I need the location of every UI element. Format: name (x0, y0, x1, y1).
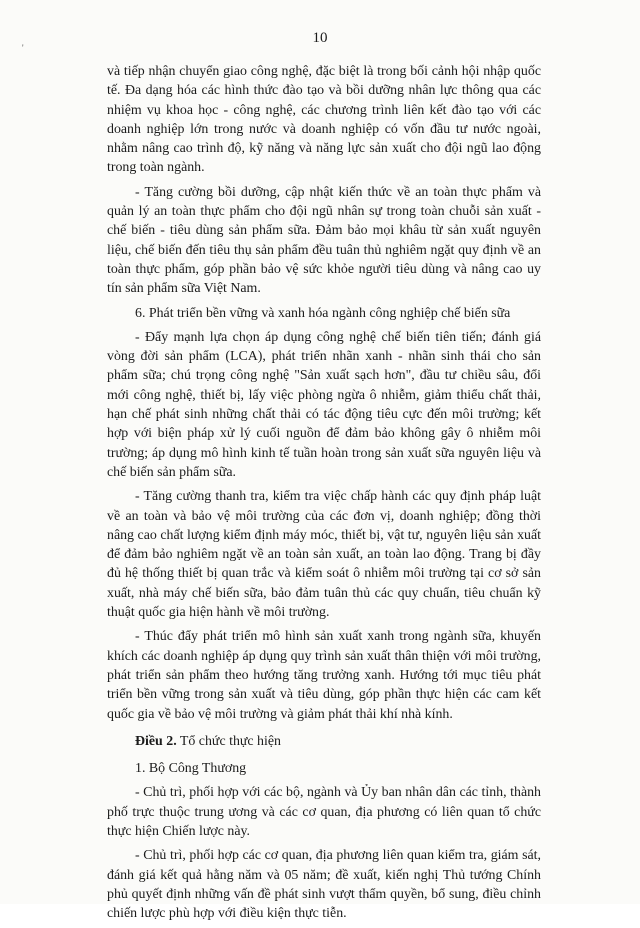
subsection-heading-ministry: 1. Bộ Công Thương (135, 761, 247, 777)
article-label: Điều 2. (135, 733, 177, 749)
paragraph-inspection: - Tăng cường thanh tra, kiểm tra việc chấp hành các quy định pháp luật về an toàn và bảo vệ môi trường của các đơn vị, doanh nghiệp; đồng thời nâng cao chất lượng kiểm định máy móc, thiết bị, vật tư, nguyên liệu sản xuất để đảm bảo nghiêm ngặt về an toàn sản xuất, an toàn lao động. Trang bị đầy đủ hệ thống thiết bị quan trắc và kiểm soát ô nhiễm môi trường tại cơ sở sản xuất, nhà máy chế biến sữa, bảo đảm tuân thủ các quy chuẩn, tiêu chuẩn kỹ thuật quốc gia hiện hành về môi trường. (107, 489, 541, 621)
paragraph-green-production: - Thúc đẩy phát triển mô hình sản xuất xanh trong ngành sữa, khuyến khích các doanh nghiệp áp dụng quy trình sản xuất thân thiện với môi trường, phát triển sản phẩm theo hướng tăng trưởng xanh. Hướng tới mục tiêu phát triển bền vững trong sản xuất và tiêu dùng, góp phần thực hiện các cam kết quốc gia về bảo vệ môi trường và giảm phát thải khí nhà kính. (107, 629, 541, 722)
scan-mark: ' (22, 43, 24, 53)
list-item: - Chủ trì, phối hợp với các bộ, ngành và Ủy ban nhân dân các tỉnh, thành phố trực thuộc trung ương và các cơ quan, địa phương có liên quan tổ chức thực hiện Chiến lược này. (107, 785, 541, 839)
page-number: 10 (312, 30, 328, 46)
article-title: Tổ chức thực hiện (176, 733, 281, 749)
paragraph-food-safety-training: - Tăng cường bồi dưỡng, cập nhật kiến thức về an toàn thực phẩm và quản lý an toàn thực phẩm cho đội ngũ nhân sự trong toàn chuỗi sản xuất - chế biến - tiêu dùng sản phẩm sữa. Đảm bảo mọi khâu từ sản xuất nguyên liệu, chế biến đến tiêu thụ sản phẩm đều tuân thủ nghiêm ngặt quy định về an toàn thực phẩm, góp phần bảo vệ sức khỏe người tiêu dùng và nâng cao uy tín sản phẩm sữa Việt Nam. (107, 184, 541, 297)
page-content (107, 62, 541, 928)
article-heading (107, 732, 541, 751)
list-item: - Chủ trì, phối hợp các cơ quan, địa phương liên quan kiểm tra, giám sát, đánh giá kết quả hằng năm và 05 năm; đề xuất, kiến nghị Thủ tướng Chính phủ quyết định những vấn đề phát sinh vượt thẩm quyền, bổ sung, điều chỉnh chiến lược phù hợp với điều kiện thực tiễn. (107, 848, 541, 922)
section-heading-sustainable-development: 6. Phát triển bền vững và xanh hóa ngành công nghiệp chế biến sữa (135, 305, 511, 321)
paragraph-advanced-technology: - Đẩy mạnh lựa chọn áp dụng công nghệ chế biến tiên tiến; đánh giá vòng đời sản phẩm (LCA), phát triển nhãn xanh - nhãn sinh thái cho sản phẩm sữa; chú trọng công nghệ "Sản xuất sạch hơn", đầu tư chiều sâu, đổi mới công nghệ, thiết bị, lấy việc phòng ngừa ô nhiễm, giảm thiểu chất thải, hạn chế phát sinh những chất thải có tác động tiêu cực đến môi trường; kết hợp với biện pháp xử lý cuối nguồn để đảm bảo không gây ô nhiễm môi trường; áp dụng mô hình kinh tế tuần hoàn trong sản xuất sữa nguyên liệu và chế biến sản phẩm sữa. (107, 329, 541, 480)
paragraph-continuation: và tiếp nhận chuyển giao công nghệ, đặc biệt là trong bối cảnh hội nhập quốc tế. Đa dạng hóa các hình thức đào tạo và bồi dưỡng nhân lực thông qua các nhiệm vụ khoa học - công nghệ, các chương trình liên kết đào tạo với các doanh nghiệp lớn trong nước và doanh nghiệp có vốn đầu tư nước ngoài, nhằm nâng cao trình độ, kỹ năng và năng lực sản xuất cho đội ngũ lao động trong toàn ngành. (107, 64, 541, 176)
